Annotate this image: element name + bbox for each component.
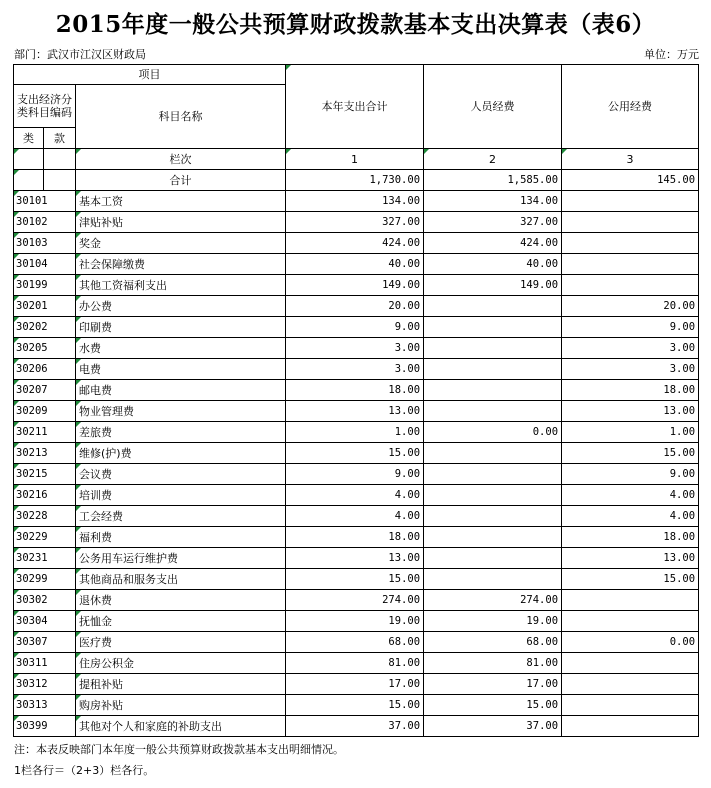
row-total: 15.00 [286,569,424,590]
row-subject-name: 住房公积金 [76,653,286,674]
row-public [562,233,699,254]
row-public [562,212,699,233]
table-row [14,338,699,359]
row-total: 149.00 [286,275,424,296]
row-code: 30202 [14,317,76,338]
row-public: 1.00 [562,422,699,443]
row-subject-name: 印刷费 [76,317,286,338]
project-header: 项目 [14,65,286,85]
row-subject-name: 社会保障缴费 [76,254,286,275]
row-personnel [424,569,562,590]
heji-label: 合计 [76,170,286,191]
row-public: 3.00 [562,338,699,359]
table-row [14,422,699,443]
row-subject-name: 公务用车运行维护费 [76,548,286,569]
row-personnel [424,506,562,527]
row-public: 4.00 [562,506,699,527]
row-personnel: 274.00 [424,590,562,611]
row-total: 9.00 [286,464,424,485]
row-public: 15.00 [562,443,699,464]
row-subject-name: 其他商品和服务支出 [76,569,286,590]
row-personnel: 134.00 [424,191,562,212]
row-total: 81.00 [286,653,424,674]
table-row [14,275,699,296]
row-total: 37.00 [286,716,424,737]
lanci-label: 栏次 [76,149,286,170]
row-code: 30216 [14,485,76,506]
sum-total: 1,730.00 [286,170,424,191]
row-subject-name: 其他对个人和家庭的补助支出 [76,716,286,737]
row-code: 30209 [14,401,76,422]
row-subject-name: 基本工资 [76,191,286,212]
row-code: 30228 [14,506,76,527]
total-column-header: 本年支出合计 [286,65,424,149]
table-row [14,296,699,317]
sum-row [14,170,699,191]
table-row [14,464,699,485]
row-code: 30103 [14,233,76,254]
row-code: 30206 [14,359,76,380]
row-code: 30207 [14,380,76,401]
page-title: 2015年度一般公共预算财政拨款基本支出决算表（表6） [55,11,656,38]
table-row [14,716,699,737]
row-personnel [424,548,562,569]
table-row [14,401,699,422]
row-personnel [424,338,562,359]
row-public: 15.00 [562,569,699,590]
row-public: 20.00 [562,296,699,317]
row-total: 3.00 [286,338,424,359]
code-header: 支出经济分类科目编码 [14,85,76,128]
row-subject-name: 会议费 [76,464,286,485]
row-total: 15.00 [286,695,424,716]
row-public [562,611,699,632]
row-public: 13.00 [562,401,699,422]
row-total: 18.00 [286,380,424,401]
row-personnel: 19.00 [424,611,562,632]
row-public: 13.00 [562,548,699,569]
row-personnel: 81.00 [424,653,562,674]
table-row [14,506,699,527]
row-code: 30399 [14,716,76,737]
row-code: 30215 [14,464,76,485]
row-personnel: 37.00 [424,716,562,737]
row-subject-name: 物业管理费 [76,401,286,422]
table-row [14,380,699,401]
header-row-1 [14,65,699,85]
table-row [14,548,699,569]
row-subject-name: 培训费 [76,485,286,506]
table-row [14,611,699,632]
subject-name-header: 科目名称 [76,85,286,149]
row-public: 9.00 [562,317,699,338]
table-row [14,233,699,254]
table-row [14,359,699,380]
row-subject-name: 奖金 [76,233,286,254]
table-row [14,590,699,611]
row-public [562,275,699,296]
row-code: 30199 [14,275,76,296]
row-code: 30211 [14,422,76,443]
footnote-2: 1栏各行＝（2+3）栏各行。 [14,764,155,777]
row-subject-name: 退休费 [76,590,286,611]
row-total: 19.00 [286,611,424,632]
row-subject-name: 工会经费 [76,506,286,527]
row-personnel: 0.00 [424,422,562,443]
row-code: 30201 [14,296,76,317]
row-public [562,674,699,695]
table-row [14,254,699,275]
row-personnel [424,380,562,401]
row-total: 4.00 [286,485,424,506]
row-total: 274.00 [286,590,424,611]
row-personnel [424,527,562,548]
row-code: 30312 [14,674,76,695]
row-subject-name: 津贴补贴 [76,212,286,233]
row-personnel [424,401,562,422]
table-row [14,212,699,233]
row-code: 30311 [14,653,76,674]
row-code: 30205 [14,338,76,359]
personnel-column-header: 人员经费 [424,65,562,149]
row-code: 30313 [14,695,76,716]
row-personnel [424,359,562,380]
row-public [562,191,699,212]
row-code: 30213 [14,443,76,464]
col2-number: 2 [424,149,562,170]
row-total: 15.00 [286,443,424,464]
row-public [562,254,699,275]
row-public [562,653,699,674]
row-subject-name: 办公费 [76,296,286,317]
table-row [14,569,699,590]
table-row [14,317,699,338]
table-row [14,674,699,695]
col1-number: 1 [286,149,424,170]
lei-header: 类 [14,128,44,149]
row-subject-name: 电费 [76,359,286,380]
row-subject-name: 其他工资福利支出 [76,275,286,296]
row-personnel: 68.00 [424,632,562,653]
row-personnel [424,296,562,317]
table-row [14,527,699,548]
sum-public: 145.00 [562,170,699,191]
department-label: 部门：武汉市江汉区财政局 [14,48,146,61]
row-personnel: 424.00 [424,233,562,254]
row-total: 13.00 [286,548,424,569]
row-total: 4.00 [286,506,424,527]
sum-personnel: 1,585.00 [424,170,562,191]
footnote-1: 注：本表反映部门本年度一般公共预算财政拨款基本支出明细情况。 [14,743,344,756]
row-code: 30299 [14,569,76,590]
row-code: 30101 [14,191,76,212]
unit-label: 单位：万元 [644,48,699,61]
public-column-header: 公用经费 [562,65,699,149]
row-public: 0.00 [562,632,699,653]
row-subject-name: 提租补贴 [76,674,286,695]
row-public [562,695,699,716]
row-code: 30104 [14,254,76,275]
row-public: 18.00 [562,380,699,401]
row-total: 20.00 [286,296,424,317]
table-row [14,632,699,653]
row-total: 1.00 [286,422,424,443]
row-personnel: 327.00 [424,212,562,233]
row-code: 30102 [14,212,76,233]
row-subject-name: 邮电费 [76,380,286,401]
table-row [14,695,699,716]
row-code: 30231 [14,548,76,569]
row-subject-name: 维修(护)费 [76,443,286,464]
row-code: 30304 [14,611,76,632]
row-total: 327.00 [286,212,424,233]
table-row [14,443,699,464]
row-subject-name: 购房补贴 [76,695,286,716]
row-subject-name: 福利费 [76,527,286,548]
row-subject-name: 水费 [76,338,286,359]
row-subject-name: 医疗费 [76,632,286,653]
row-subject-name: 差旅费 [76,422,286,443]
row-public: 3.00 [562,359,699,380]
row-personnel: 149.00 [424,275,562,296]
row-personnel [424,443,562,464]
table-row [14,485,699,506]
row-personnel: 40.00 [424,254,562,275]
row-personnel [424,317,562,338]
row-total: 3.00 [286,359,424,380]
kuan-header: 款 [44,128,76,149]
row-total: 424.00 [286,233,424,254]
row-public: 9.00 [562,464,699,485]
table-row [14,653,699,674]
row-subject-name: 抚恤金 [76,611,286,632]
table-row [14,191,699,212]
row-total: 13.00 [286,401,424,422]
row-total: 17.00 [286,674,424,695]
row-total: 9.00 [286,317,424,338]
row-public [562,590,699,611]
row-personnel: 15.00 [424,695,562,716]
row-personnel [424,464,562,485]
row-total: 134.00 [286,191,424,212]
row-code: 30307 [14,632,76,653]
row-total: 40.00 [286,254,424,275]
row-code: 30229 [14,527,76,548]
row-code: 30302 [14,590,76,611]
row-public: 4.00 [562,485,699,506]
row-total: 18.00 [286,527,424,548]
row-personnel [424,485,562,506]
col3-number: 3 [562,149,699,170]
row-public: 18.00 [562,527,699,548]
expenditure-table [13,64,699,737]
row-personnel: 17.00 [424,674,562,695]
row-total: 68.00 [286,632,424,653]
lanci-row [14,149,699,170]
row-public [562,716,699,737]
